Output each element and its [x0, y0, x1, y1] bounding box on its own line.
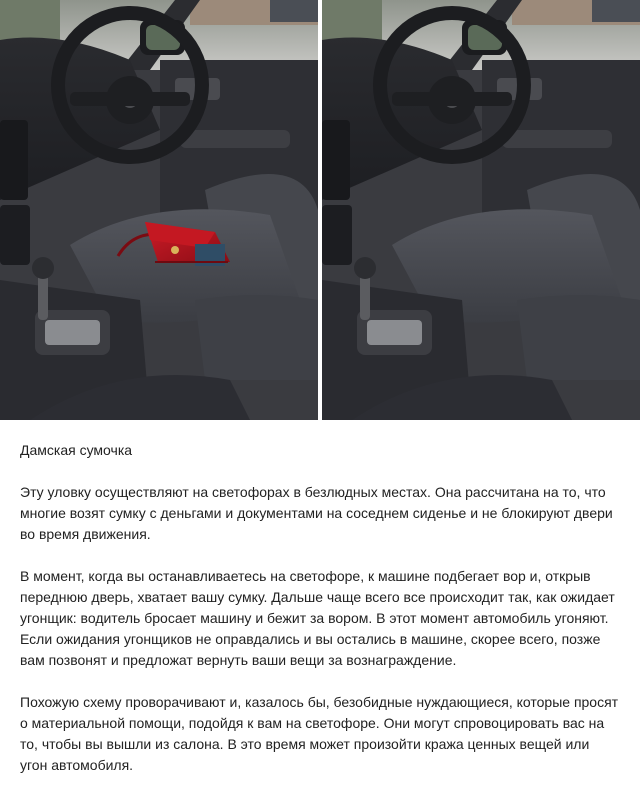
article-paragraph-1: Эту уловку осуществляют на светофорах в безлюдных местах. Она рассчитана на то, что многие возят сумку с деньгами и документами на соседнем сиденье и не блокируют двери во время движения.: [20, 484, 613, 542]
car-interior-with-handbag-photo: [0, 0, 318, 420]
car-interior-empty-seat-illustration: [322, 0, 640, 420]
car-interior-empty-seat-photo: [322, 0, 640, 420]
article-paragraph-2: В момент, когда вы останавливаетесь на светофоре, к машине подбегает вор и, открыв переднюю дверь, хватает вашу сумку. Дальше чаще всего все происходит так, как ожидает угонщик: водитель бросает машину и бежит за вором. В этот момент автомобиль угоняют. Если ожидания угонщиков не оправдались и вы остались в машине, скорее всего, позже вам позвонят и предложат вернуть ваши вещи за вознаграждение.: [20, 568, 615, 668]
article: [20, 440, 620, 797]
article-paragraph-3: Похожую схему проворачивают и, казалось бы, безобидные нуждающиеся, которые просят о материальной помощи, подойдя к вам на светофоре. Они могут спровоцировать вас на то, чтобы вы вышли из салона. В это время может произойти кража ценных вещей или угон автомобиля.: [20, 694, 619, 773]
article-title: Дамская сумочка: [20, 442, 133, 458]
car-interior-with-handbag-illustration: [0, 0, 318, 420]
